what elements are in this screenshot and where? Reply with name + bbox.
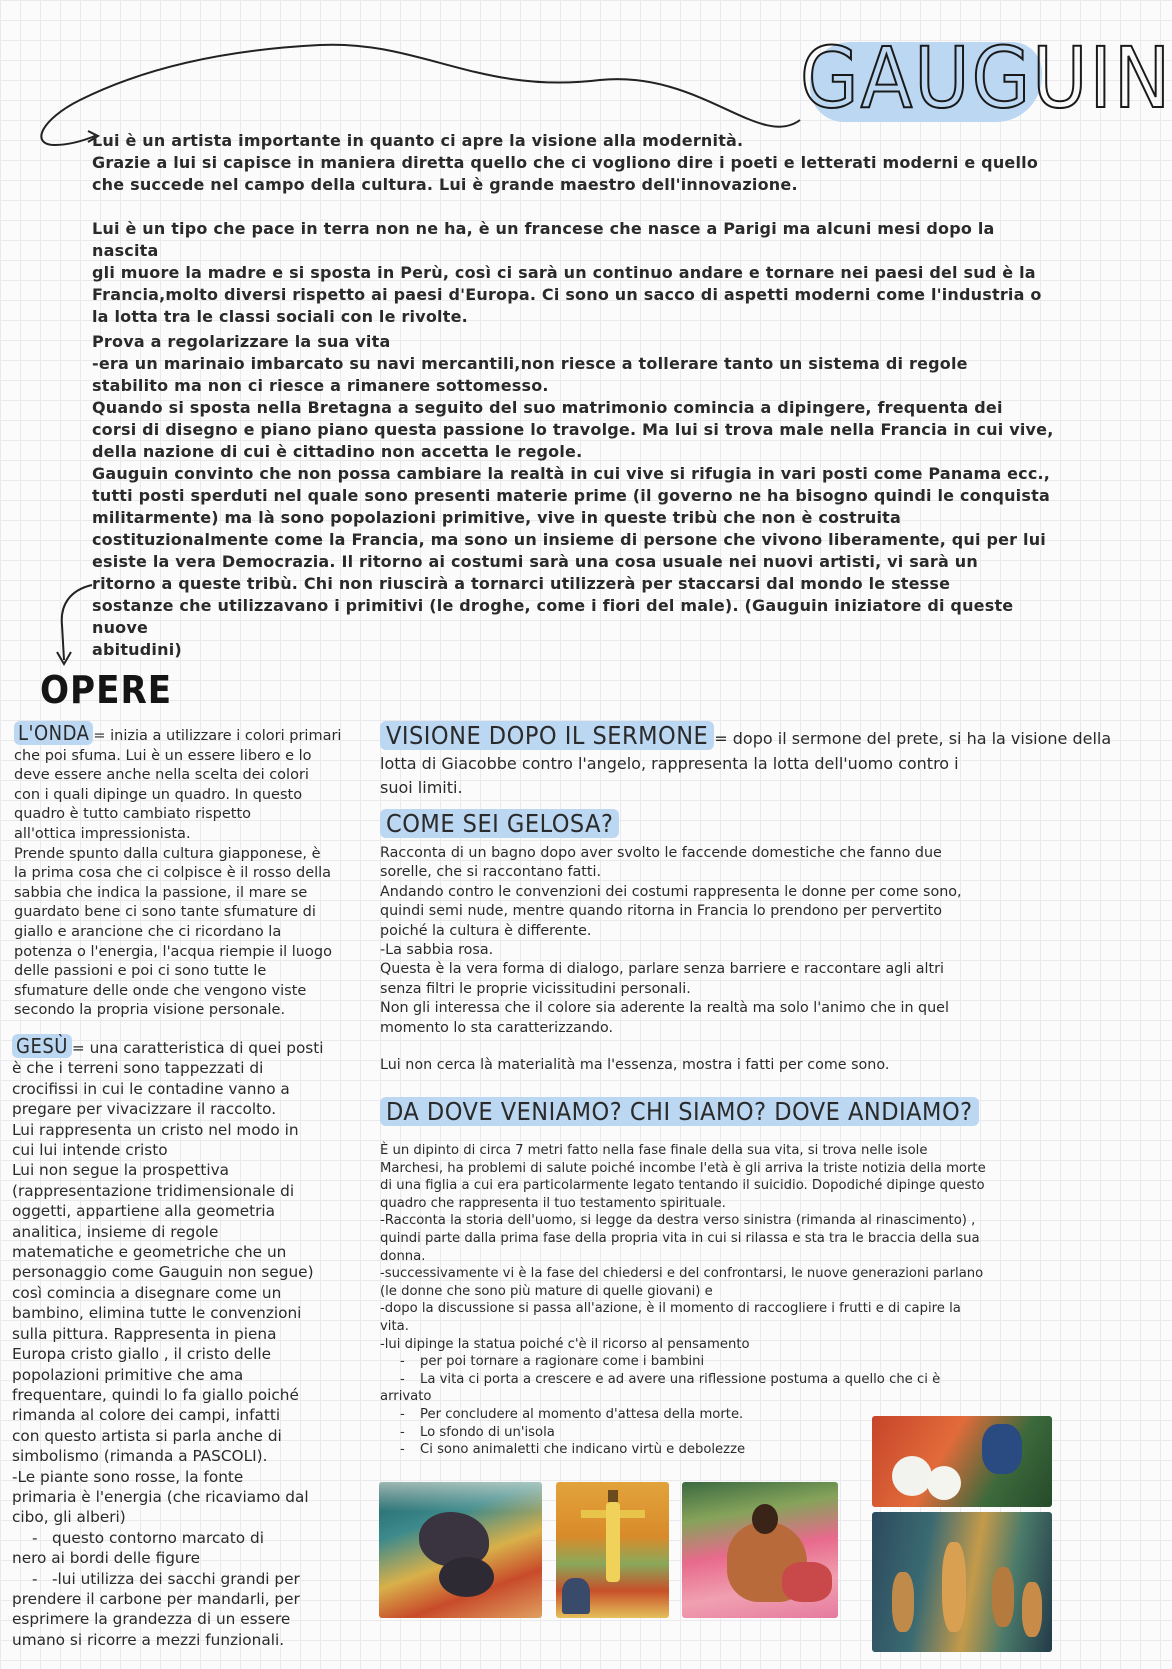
bullet-item: - La vita ci porta a crescere e ad avere una riflessione postuma a quello che ci è [380,1371,1070,1389]
text-line: esiste la vera Democrazia. Il ritorno ai costumi sarà una cosa usuale nei nuovi artisti, vi sarà un [92,552,978,571]
gelosa-label: COME SEI GELOSA? [380,809,619,838]
text-line: quindi parte dalla prima fase della propria vita in cui si rilassa e sta tra le braccia della sua [380,1230,980,1246]
text-line: sabbia che indica la passione, il mare se [14,884,308,901]
text-line: Andando contro le convenzioni dei costumi rappresenta le donne per come sono, [380,883,962,900]
text-line: -Le piante sono rosse, la fonte [12,1467,244,1486]
text-line: delle passioni e poi ci sono tutte le [14,963,267,980]
text-line: la prima cosa che ci colpisce è il rosso della [14,865,332,882]
text-line: Gauguin convinto che non possa cambiare la realtà in cui vive si rifugia in vari posti come Panama ecc., [92,464,1051,483]
painting-where-do-we-come-from [872,1512,1052,1652]
text-line: con i quali dipinge un quadro. In questo [14,786,303,803]
text-line: Europa cristo giallo , il cristo delle [12,1345,272,1364]
painting-wave [379,1482,542,1618]
text-line: cui lui intende cristo [12,1141,168,1160]
dadove-label: DA DOVE VENIAMO? CHI SIAMO? DOVE ANDIAMO? [380,1097,979,1126]
text-line: Lui non cerca là materialità ma l'essenza, mostra i fatti per come sono. [380,1057,890,1074]
text-line: Lui è un tipo che pace in terra non ne ha, è un francese che nasce a Parigi ma alcuni mesi dopo la nascita [92,219,995,260]
text-line: Lui non segue la prospettiva [12,1161,230,1180]
onda-section [14,721,364,1021]
text-line: Quando si sposta nella Bretagna a seguito del suo matrimonio comincia a dipingere, frequenta dei [92,398,1003,417]
text-line: costituzionalmente come la Francia, ma sono un insieme di persone che vivono liberamente, qui per lui [92,530,1046,549]
text-line: (le donne che sono più mature di quelle giovani) e [380,1283,713,1299]
bullet-item: - questo contorno marcato di [12,1528,364,1548]
text-line: Questa è la vera forma di dialogo, parlare senza barriere e raccontare agli altri [380,961,944,978]
text-line: potenza o l'energia, l'acqua riempie il luogo [14,943,332,960]
opere-heading: OPERE [40,668,173,712]
bullet-item: - -lui utilizza dei sacchi grandi per [12,1569,364,1589]
text-line: poiché la cultura è differente. [380,922,592,939]
text-line: momento lo sta caratterizzando. [380,1019,614,1036]
bullet-item: - Lo sfondo di un'isola [380,1424,1070,1442]
text-line: arrivato [380,1389,432,1405]
text-line: quindi semi nude, mentre quando ritorna in Francia lo prendono per pervertito [380,903,942,920]
text-line: rimanda al colore dei campi, infatti [12,1406,281,1425]
text-line: vita. [380,1318,409,1334]
page-title: GAUGUIN [800,29,1172,127]
text-line: è che i terreni sono tappezzati di [12,1059,264,1078]
onda-first-line: = inizia a utilizzare i colori primari [93,728,342,744]
intro-paragraph [92,130,1057,196]
painting-sermon [872,1416,1052,1507]
text-line: prendere il carbone per mandarli, per [12,1589,300,1608]
text-line: Prende spunto dalla cultura giapponese, è [14,845,321,862]
text-line: giallo e arancione che ci ricordano la [14,923,282,940]
text-line: cibo, gli alberi) [12,1508,126,1527]
gesu-label: GESÙ [12,1034,72,1058]
text-line: senza filtri le proprie vicissitudini personali. [380,980,691,997]
text-line: che succede nel campo della cultura. Lui è grande maestro dell'innovazione. [92,175,798,194]
text-line: gli muore la madre e si sposta in Perù, così ci sarà un continuo andare e tornare nei paesi del sud è la [92,263,1036,282]
text-line: guardato bene ci sono tante sfumature di [14,904,316,921]
gesu-section [12,1036,364,1650]
visione-label: VISIONE DOPO IL SERMONE [380,721,714,750]
text-line: corsi di disegno e piano piano questa passione lo travolge. Ma lui si trova male nella Francia in cui vive, [92,420,1054,439]
text-line: simbolismo (rimanda a PASCOLI). [12,1447,268,1466]
text-line: abitudini) [92,640,182,659]
visione-first-line: = dopo il sermone del prete, si ha la visione della [714,729,1112,748]
text-line: personaggio come Gauguin non segue) [12,1263,314,1282]
text-line: popolazioni primitive che ama [12,1365,244,1384]
text-line: quadro che rappresenta il tuo testamento spirituale. [380,1195,726,1211]
text-line: oggetti, appartiene alla geometria [12,1202,276,1221]
dadove-section [380,1096,1070,1459]
text-line: militarmente) ma là sono popolazioni primitive, vive in queste tribù che non è costruita [92,508,902,527]
text-line: pregare per vivacizzare il raccolto. [12,1100,277,1119]
text-line: Lui è un artista importante in quanto ci apre la visione alla modernità. [92,131,744,150]
biography-paragraph [92,218,1057,328]
bullet-item: - per poi tornare a ragionare come i bambini [380,1353,1070,1371]
text-line: esprimere la grandezza di un essere [12,1610,291,1629]
text-line: così comincia a disegnare come un [12,1283,282,1302]
text-line: primaria è l'energia (che ricaviamo dal [12,1487,309,1506]
text-line: -lui dipinge la statua poiché c'è il ricorso al pensamento [380,1336,750,1352]
text-line: che poi sfuma. Lui è un essere libero e lo [14,747,312,764]
text-line: Marchesi, ha problemi di salute poiché incombe l'età è gli arriva la triste notizia della morte [380,1160,986,1176]
text-line: ritorno a queste tribù. Chi non riuscirà a tornarci utilizzerà per staccarsi dal mondo le stesse [92,574,951,593]
text-line: lotta di Giacobbe contro l'angelo, rappresenta la lotta dell'uomo contro i [380,754,959,773]
text-line: donna. [380,1248,426,1264]
text-line: -Racconta la storia dell'uomo, si legge da destra verso sinistra (rimanda al rinascimento) , [380,1213,976,1229]
text-line: crocifissi in cui le contadine vanno a [12,1079,290,1098]
text-line: Francia,molto diversi rispetto ai paesi d'Europa. Ci sono un sacco di aspetti moderni come l'industria o [92,285,1042,304]
text-line: con questo artista si parla anche di [12,1426,282,1445]
text-line: quadro è tutto cambiato rispetto [14,806,252,823]
text-line: stabilito ma non ci riesce a rimanere sottomesso. [92,376,549,395]
text-line: Prova a regolarizzare la sua vita [92,332,391,351]
text-line: Racconta di un bagno dopo aver svolto le faccende domestiche che fanno due [380,845,942,861]
text-line: deve essere anche nella scelta dei colori [14,767,309,784]
text-line: nero ai bordi delle figure [12,1549,200,1568]
text-line: suoi limiti. [380,778,463,797]
text-line: analitica, insieme di regole [12,1222,219,1241]
text-line: di una figlia a cui era particolarmente legato tentando il suicidio. Dopodiché dipinge questo [380,1178,985,1194]
text-line: frequentare, quindi lo fa giallo poiché [12,1385,299,1404]
text-line: -successivamente vi è la fase del chiedersi e del confrontarsi, le nuove generazioni parlano [380,1266,984,1282]
text-line: umano si ricorre a mezzi funzionali. [12,1630,285,1649]
gesu-first-line: = una caratteristica di quei posti [71,1039,324,1057]
text-line: sulla pittura. Rappresenta in piena [12,1324,277,1343]
text-line: È un dipinto di circa 7 metri fatto nella fase finale della sua vita, si trova nelle isole [380,1143,928,1158]
text-line: la lotta tra le classi sociali con le rivolte. [92,307,468,326]
title-badge [800,28,1172,127]
text-line: sfumature delle onde che vengono viste [14,982,307,999]
text-line: Non gli interessa che il colore sia aderente la realtà ma solo l'animo che in quel [380,1000,949,1017]
text-line: (rappresentazione tridimensionale di [12,1181,295,1200]
onda-label: L'ONDA [14,721,93,745]
bullet-item: - Ci sono animaletti che indicano virtù e debolezze [380,1441,1070,1459]
text-line: -dopo la discussione si passa all'azione, è il momento di raccogliere i frutti e di capire la [380,1301,961,1317]
text-line: Grazie a lui si capisce in maniera diretta quello che ci vogliono dire i poeti e letterati moderni e quello [92,153,1039,172]
painting-jealous [682,1482,838,1618]
text-line: Lui rappresenta un cristo nel modo in [12,1120,299,1139]
visione-section [380,720,1112,800]
bullet-item: - Per concludere al momento d'attesa della morte. [380,1406,1070,1424]
text-line: sostanze che utilizzavano i primitivi (le droghe, come i fiori del male). (Gauguin iniziatore di queste nuove [92,596,1014,637]
gelosa-section [380,808,1070,1075]
text-line: all'ottica impressionista. [14,825,191,842]
life-paragraph [92,331,1057,661]
text-line: -La sabbia rosa. [380,942,494,959]
text-line: bambino, elimina tutte le convenzioni [12,1304,302,1323]
text-line: secondo la propria visione personale. [14,1002,286,1019]
text-line: sorelle, che si raccontano fatti. [380,864,602,881]
text-line: della nazione di cui è cittadino non accetta le regole. [92,442,583,461]
text-line: matematiche e geometriche che un [12,1243,287,1262]
text-line: tutti posti sperduti nel quale sono presenti materie prime (il governo ne ha bisogno quindi le conquista [92,486,1050,505]
text-line: -era un marinaio imbarcato su navi mercantili,non riesce a tollerare tanto un sistema di regole [92,354,968,373]
painting-yellow-christ [556,1482,669,1618]
